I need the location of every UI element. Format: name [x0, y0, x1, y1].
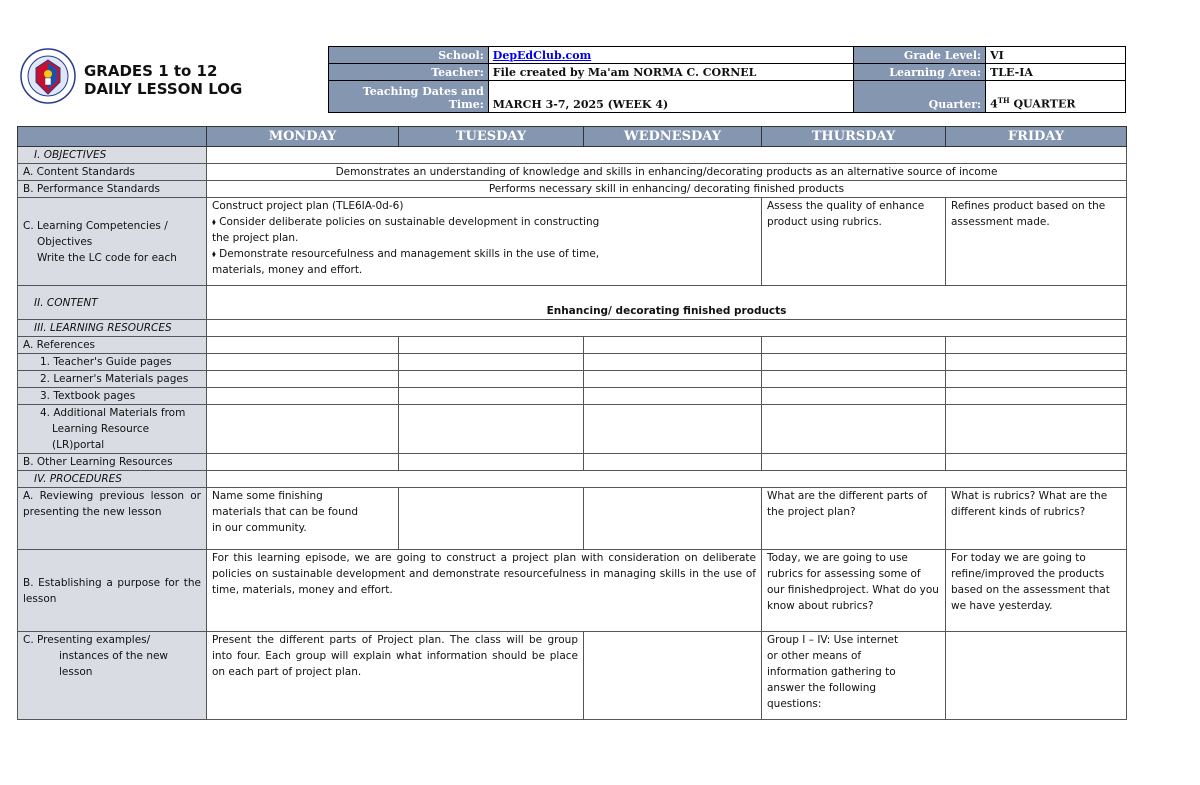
header-info-table	[328, 46, 1126, 113]
references-label: A. References	[18, 337, 207, 354]
checkmark-icon: 🞟	[212, 216, 216, 228]
content-text: Enhancing/ decorating finished products	[207, 286, 1127, 320]
performance-standards-label: B. Performance Standards	[18, 181, 207, 198]
content-standards-label: A. Content Standards	[18, 164, 207, 181]
presenting-mon-tue: Present the different parts of Project plan. The class will be group into four. Each group will explain what information should be place on each part of project plan.	[207, 632, 584, 720]
area-value: TLE-IA	[986, 64, 1126, 81]
procedures-heading: IV. PROCEDURES	[18, 471, 207, 488]
school-value	[488, 47, 853, 64]
document-title	[84, 62, 242, 98]
school-label: School:	[329, 47, 489, 64]
title-line-1: GRADES 1 to 12	[84, 62, 218, 80]
content-standards-text: Demonstrates an understanding of knowledge and skills in enhancing/decorating products as an alternative source of income	[207, 164, 1127, 181]
teacher-value: File created by Ma'am NORMA C. CORNEL	[488, 64, 853, 81]
quarter-label: Quarter:	[854, 81, 986, 113]
presenting-thursday: Group I – IV: Use internet or other means of information gathering to answer the following questions:	[762, 632, 946, 720]
day-monday: MONDAY	[207, 127, 399, 147]
competencies-mon-wed: Construct project plan (TLE6IA-0d-6) 🞟 Consider deliberate policies on sustainable development in constructing the project plan. 🞟 Demonstrate resourcefulness and management skills in the use of time, materials, money and effort.	[207, 198, 762, 286]
day-thursday: THURSDAY	[762, 127, 946, 147]
competencies-friday: Refines product based on the assessment made.	[946, 198, 1127, 286]
presenting-label: C. Presenting examples/ instances of the new lesson	[18, 632, 207, 720]
area-label: Learning Area:	[854, 64, 986, 81]
competencies-thursday: Assess the quality of enhance product using rubrics.	[762, 198, 946, 286]
dates-label: Teaching Dates and Time:	[329, 81, 489, 113]
performance-standards-text: Performs necessary skill in enhancing/ decorating finished products	[207, 181, 1127, 198]
objectives-heading: I. OBJECTIVES	[18, 147, 207, 164]
reviewing-monday: Name some finishing materials that can be found in our community.	[207, 488, 399, 550]
teachers-guide-label: 1. Teacher's Guide pages	[18, 354, 207, 371]
quarter-value: 4TH QUARTER	[986, 81, 1126, 113]
teacher-label: Teacher:	[329, 64, 489, 81]
competencies-label: C. Learning Competencies / Objectives Write the LC code for each	[18, 198, 207, 286]
lesson-log-table	[17, 126, 1127, 720]
grade-value: VI	[986, 47, 1126, 64]
purpose-mon-wed: For this learning episode, we are going to construct a project plan with consideration on deliberate policies on sustainable development and demonstrate resourcefulness in managing skills in the use of time, materials, money and effort.	[207, 550, 762, 632]
grade-label: Grade Level:	[854, 47, 986, 64]
additional-materials-label: 4. Additional Materials from Learning Resource (LR)portal	[18, 405, 207, 454]
other-resources-label: B. Other Learning Resources	[18, 454, 207, 471]
checkmark-icon: 🞟	[212, 248, 216, 260]
purpose-label: B. Establishing a purpose for the lesson	[18, 550, 207, 632]
school-link[interactable]: DepEdClub.com	[492, 49, 592, 62]
reviewing-label: A. Reviewing previous lesson or presenting the new lesson	[18, 488, 207, 550]
deped-seal-logo	[20, 48, 76, 104]
corner-cell	[18, 127, 207, 147]
learners-materials-label: 2. Learner's Materials pages	[18, 371, 207, 388]
day-wednesday: WEDNESDAY	[584, 127, 762, 147]
title-line-2: DAILY LESSON LOG	[84, 80, 243, 98]
textbook-pages-label: 3. Textbook pages	[18, 388, 207, 405]
content-heading: II. CONTENT	[18, 286, 207, 320]
reviewing-thursday: What are the different parts of the project plan?	[762, 488, 946, 550]
day-tuesday: TUESDAY	[399, 127, 584, 147]
day-friday: FRIDAY	[946, 127, 1127, 147]
purpose-thursday: Today, we are going to use rubrics for assessing some of our finishedproject. What do you know about rubrics?	[762, 550, 946, 632]
reviewing-friday: What is rubrics? What are the different kinds of rubrics?	[946, 488, 1127, 550]
purpose-friday: For today we are going to refine/improved the products based on the assessment that we have yesterday.	[946, 550, 1127, 632]
learning-resources-heading: III. LEARNING RESOURCES	[18, 320, 207, 337]
dates-value: MARCH 3-7, 2025 (WEEK 4)	[488, 81, 853, 113]
